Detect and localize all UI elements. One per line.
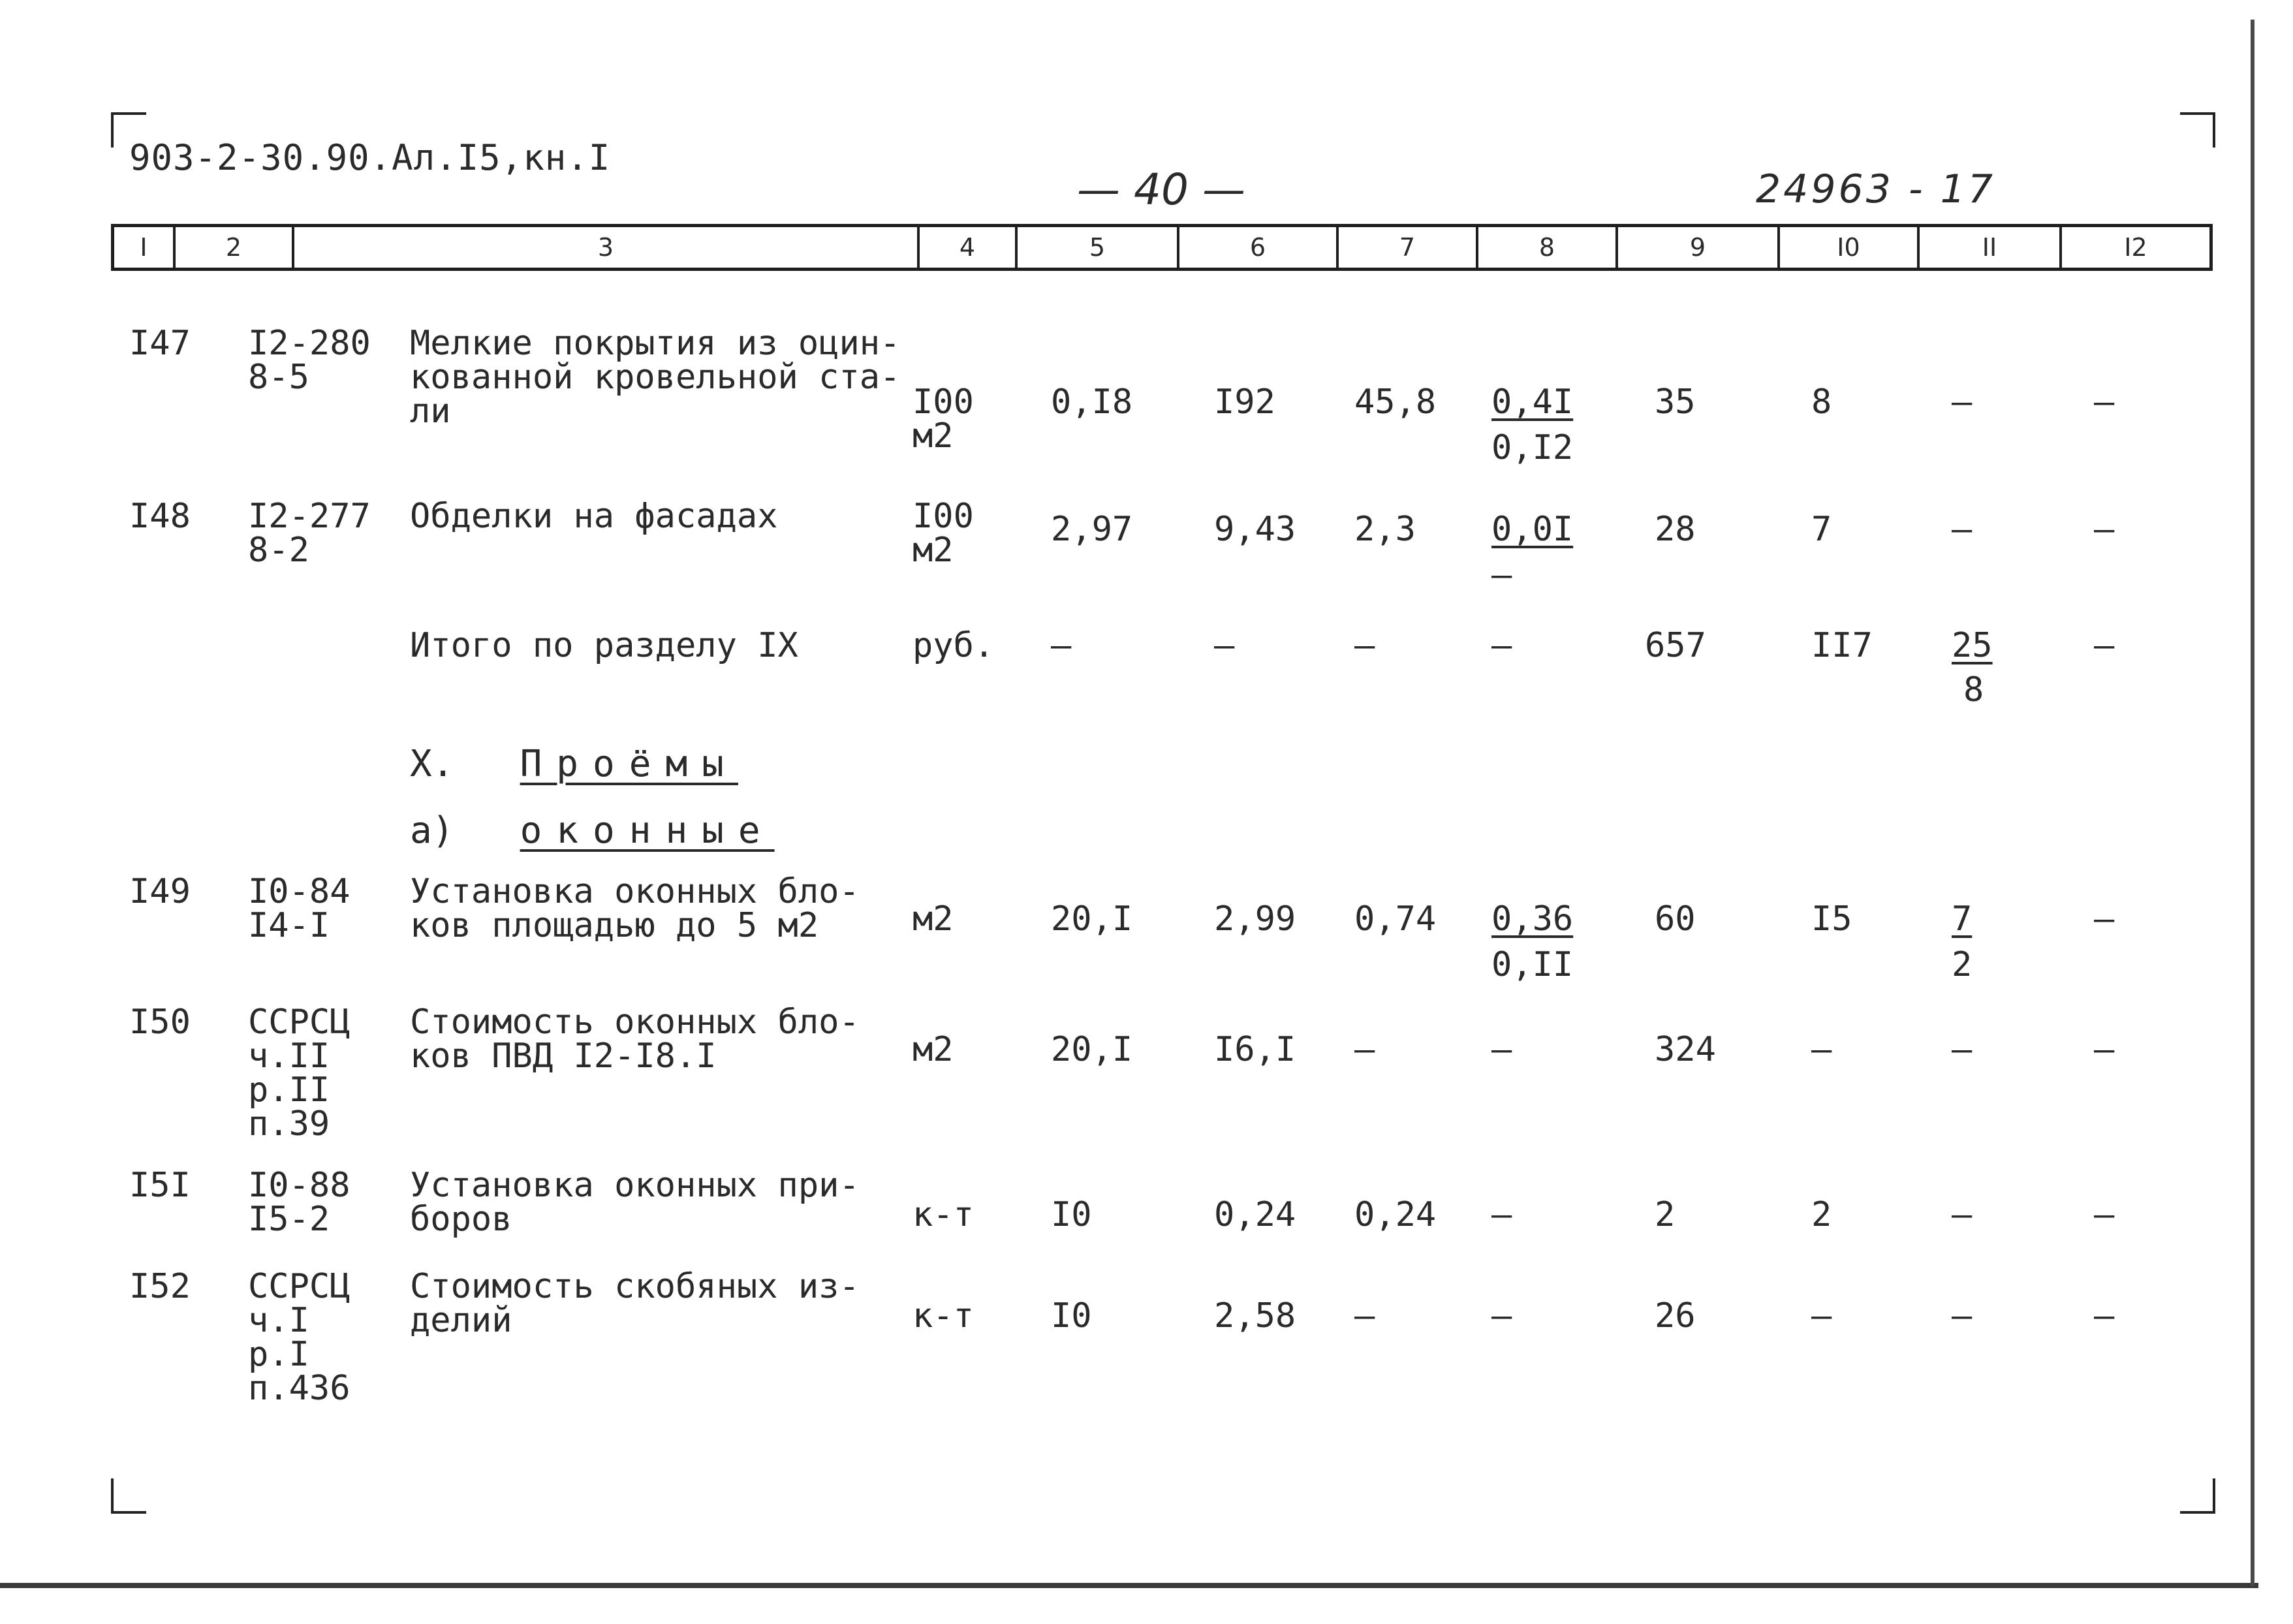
row-col12: – xyxy=(2094,1296,2115,1335)
row-col6: 9,43 xyxy=(1214,510,1296,549)
subsection-heading xyxy=(410,809,775,852)
row-number: I52 xyxy=(129,1267,191,1306)
row-description: Стоимость скобяных из- делий xyxy=(410,1267,860,1340)
row-col6: 2,99 xyxy=(1214,899,1296,939)
row-col8-top: 0,0I xyxy=(1491,510,1574,549)
subtotal-col8: – xyxy=(1491,626,1512,665)
corner-bottom-left xyxy=(111,1478,146,1514)
subtotal-unit: руб. xyxy=(913,626,995,665)
column-header: 3 xyxy=(294,227,920,268)
row-col7: 45,8 xyxy=(1354,383,1437,422)
corner-top-right xyxy=(2180,112,2215,148)
row-col9: 60 xyxy=(1655,899,1696,939)
row-code: I2-277 8-2 xyxy=(248,497,371,570)
row-col10: 8 xyxy=(1811,383,1832,422)
section-number: X. xyxy=(410,743,454,785)
subtotal-col9: 657 xyxy=(1645,626,1706,665)
row-col12: – xyxy=(2094,899,2115,939)
subtotal-col6: – xyxy=(1214,626,1235,665)
row-col6: I6,I xyxy=(1214,1030,1296,1069)
row-col11-bottom: 2 xyxy=(1952,945,1973,984)
row-col8-bottom: 0,I2 xyxy=(1491,428,1574,467)
row-col12: – xyxy=(2094,1030,2115,1069)
row-code: I0-88 I5-2 xyxy=(248,1166,351,1239)
row-col12: – xyxy=(2094,1195,2115,1234)
column-header-row xyxy=(111,224,2213,271)
row-description: Стоимость оконных бло- ков ПВД I2-I8.I xyxy=(410,1003,860,1076)
subtotal-col5: – xyxy=(1051,626,1072,665)
row-description: Установка оконных бло- ков площадью до 5 м2 xyxy=(410,872,860,945)
row-col9: 35 xyxy=(1655,383,1696,422)
row-col8-bottom: 0,II xyxy=(1491,945,1574,984)
row-col11-top: 7 xyxy=(1952,899,1973,939)
row-col10: I5 xyxy=(1811,899,1852,939)
row-col11: – xyxy=(1952,1296,1973,1335)
column-header: 4 xyxy=(920,227,1018,268)
row-code: ССРСЦ ч.I р.I п.436 xyxy=(248,1267,351,1408)
column-header: II xyxy=(1920,227,2062,268)
row-number: I49 xyxy=(129,872,191,911)
row-unit: I00 м2 xyxy=(913,497,974,570)
row-col8-bottom: – xyxy=(1491,555,1512,595)
row-col5: I0 xyxy=(1051,1195,1092,1234)
document-number: 24963 - 17 xyxy=(1756,166,1996,212)
row-description: Мелкие покрытия из оцин- кованной кровельной ста- ли xyxy=(410,324,901,431)
subsection-letter: а) xyxy=(410,809,454,852)
row-col5: 2,97 xyxy=(1051,510,1133,549)
row-col7: 0,24 xyxy=(1354,1195,1437,1234)
document-reference: 903-2-30.90.Ал.I5,кн.I xyxy=(129,137,611,178)
row-number: I5I xyxy=(129,1166,191,1205)
column-header: 5 xyxy=(1018,227,1179,268)
row-col6: 0,24 xyxy=(1214,1195,1296,1234)
row-number: I48 xyxy=(129,497,191,536)
row-col8: – xyxy=(1491,1030,1512,1069)
section-title: Проёмы xyxy=(520,743,738,785)
subtotal-col11-top: 25 xyxy=(1952,626,1993,665)
subtotal-col10: II7 xyxy=(1811,626,1873,665)
row-col10: – xyxy=(1811,1296,1832,1335)
row-col5: 20,I xyxy=(1051,899,1133,939)
column-header: 8 xyxy=(1478,227,1618,268)
column-header: 2 xyxy=(176,227,294,268)
row-col10: 7 xyxy=(1811,510,1832,549)
row-col5: 20,I xyxy=(1051,1030,1133,1069)
subtotal-col12: – xyxy=(2094,626,2115,665)
row-description: Установка оконных при- боров xyxy=(410,1166,860,1239)
column-header: 9 xyxy=(1618,227,1780,268)
page-number: — 40 — xyxy=(1077,164,1245,215)
row-col11: – xyxy=(1952,510,1973,549)
subsection-title: оконные xyxy=(520,809,775,852)
column-header: I2 xyxy=(2124,233,2147,262)
scan-edge-bottom xyxy=(0,1583,2258,1588)
scan-edge-right xyxy=(2251,20,2254,1586)
row-col10: – xyxy=(1811,1030,1832,1069)
row-number: I47 xyxy=(129,324,191,363)
row-description: Обделки на фасадах xyxy=(410,497,778,536)
row-number: I50 xyxy=(129,1003,191,1042)
row-col6: I92 xyxy=(1214,383,1275,422)
row-unit: к-т xyxy=(913,1195,974,1234)
row-col11: – xyxy=(1952,1195,1973,1234)
subtotal-col11-bottom: 8 xyxy=(1963,670,1984,710)
row-col8-top: 0,4I xyxy=(1491,383,1574,422)
row-col5: I0 xyxy=(1051,1296,1092,1335)
row-col11: – xyxy=(1952,383,1973,422)
row-col7: – xyxy=(1354,1030,1375,1069)
corner-bottom-right xyxy=(2180,1478,2215,1514)
row-code: ССРСЦ ч.II р.II п.39 xyxy=(248,1003,351,1144)
column-header: 7 xyxy=(1339,227,1478,268)
row-unit: к-т xyxy=(913,1296,974,1335)
row-col9: 28 xyxy=(1655,510,1696,549)
row-unit: I00 м2 xyxy=(913,383,974,456)
subtotal-col7: – xyxy=(1354,626,1375,665)
row-code: I2-280 8-5 xyxy=(248,324,371,397)
row-col12: – xyxy=(2094,510,2115,549)
row-col11: – xyxy=(1952,1030,1973,1069)
row-col8: – xyxy=(1491,1195,1512,1234)
row-col8: – xyxy=(1491,1296,1512,1335)
row-unit: м2 xyxy=(913,899,954,939)
row-col9: 26 xyxy=(1655,1296,1696,1335)
row-col7: – xyxy=(1354,1296,1375,1335)
subtotal-label: Итого по разделу IX xyxy=(410,626,798,665)
row-col12: – xyxy=(2094,383,2115,422)
row-code: I0-84 I4-I xyxy=(248,872,351,945)
row-col6: 2,58 xyxy=(1214,1296,1296,1335)
column-header: 6 xyxy=(1179,227,1339,268)
section-heading xyxy=(410,743,738,785)
column-header: I xyxy=(114,227,176,268)
row-col10: 2 xyxy=(1811,1195,1832,1234)
row-col7: 0,74 xyxy=(1354,899,1437,939)
row-col9: 2 xyxy=(1655,1195,1676,1234)
column-header: I0 xyxy=(1780,227,1920,268)
row-col8-top: 0,36 xyxy=(1491,899,1574,939)
row-col9: 324 xyxy=(1655,1030,1716,1069)
row-col7: 2,3 xyxy=(1354,510,1416,549)
row-unit: м2 xyxy=(913,1030,954,1069)
row-col5: 0,I8 xyxy=(1051,383,1133,422)
